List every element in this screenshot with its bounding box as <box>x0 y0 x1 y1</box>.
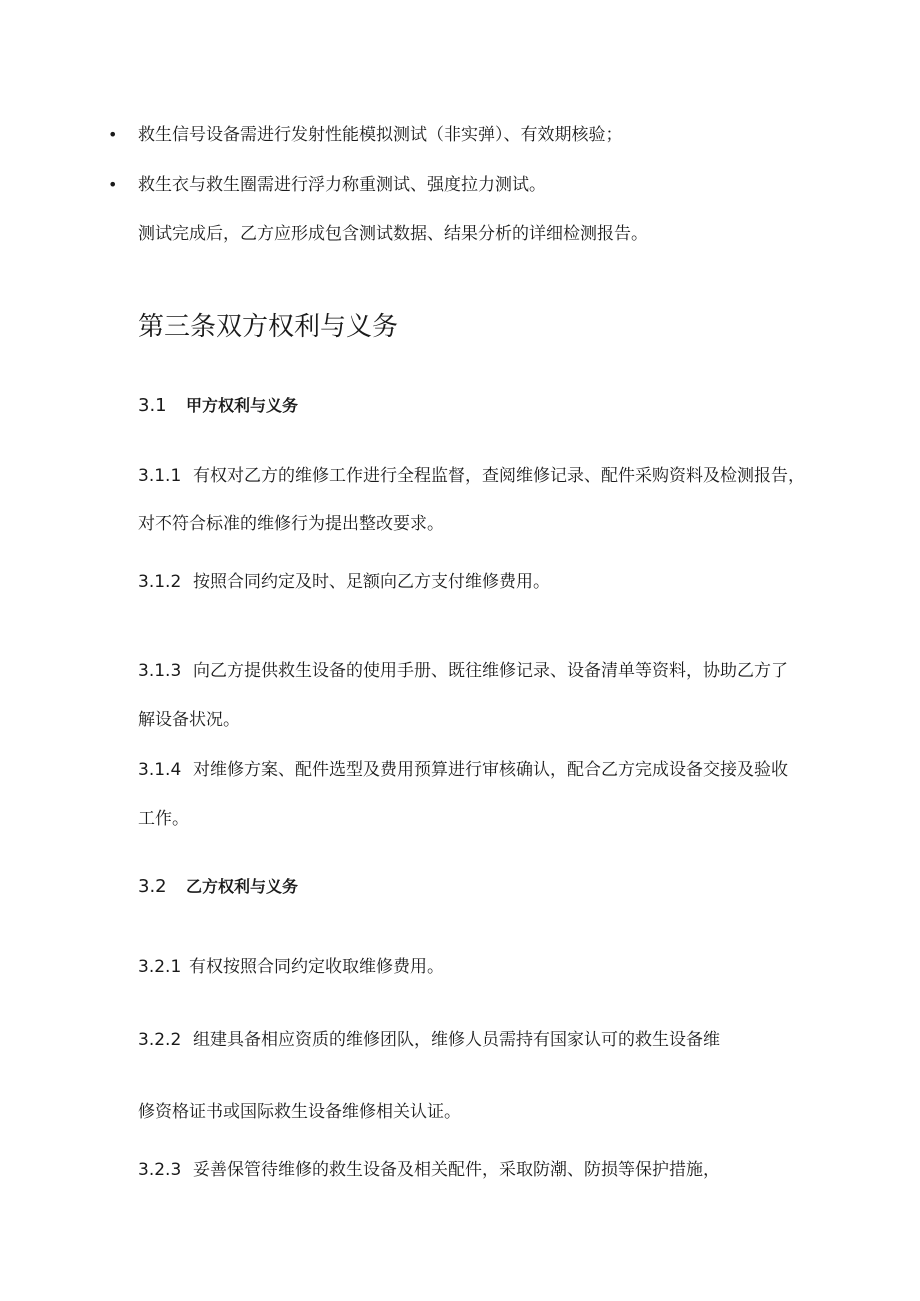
bullet-followup-text: 测试完成后，乙方应形成包含测试数据、结果分析的详细检测报告。 <box>138 224 648 244</box>
article-heading: 第三条双方权利与义务 <box>138 312 399 342</box>
clause-line <box>138 571 550 593</box>
clause-continuation: 解设备状况。 <box>138 710 240 730</box>
clause-continuation: 对不符合标准的维修行为提出整改要求。 <box>138 514 444 534</box>
clause-number: 3.2.1 <box>138 957 182 977</box>
bullet-marker: • <box>108 175 118 194</box>
clause-line <box>138 660 788 682</box>
clause-number: 3.1.3 <box>138 661 182 681</box>
clause-number: 3.2.2 <box>138 1030 182 1050</box>
bullet-item: 救生信号设备需进行发射性能模拟测试（非实弹）、有效期核验； <box>138 125 623 145</box>
clause-number: 3.1.4 <box>138 760 182 780</box>
section-title: 甲方权利与义务 <box>186 396 299 415</box>
clause-line <box>138 956 444 978</box>
clause-number: 3.2.3 <box>138 1160 182 1180</box>
clause-line <box>138 465 805 487</box>
bullet-marker: • <box>108 125 118 144</box>
section-number: 3.2 <box>138 876 167 897</box>
clause-text: 有权按照合同约定收取维修费用。 <box>189 957 444 977</box>
section-heading <box>138 875 298 899</box>
clause-text: 向乙方提供救生设备的使用手册、既往维修记录、设备清单等资料，协助乙方了 <box>193 661 788 681</box>
bullet-item: 救生衣与救生圈需进行浮力称重测试、强度拉力测试。 <box>138 175 546 195</box>
clause-text: 按照合同约定及时、足额向乙方支付维修费用。 <box>193 572 550 592</box>
section-number: 3.1 <box>138 395 167 416</box>
clause-text: 妥善保管待维修的救生设备及相关配件，采取防潮、防损等保护措施， <box>193 1160 720 1180</box>
clause-line <box>138 1029 720 1051</box>
clause-line <box>138 759 788 781</box>
clause-number: 3.1.1 <box>138 466 182 486</box>
section-title: 乙方权利与义务 <box>186 877 299 896</box>
clause-line <box>138 1159 720 1181</box>
section-heading <box>138 394 298 418</box>
clause-text: 组建具备相应资质的维修团队，维修人员需持有国家认可的救生设备维 <box>193 1030 720 1050</box>
clause-continuation: 工作。 <box>138 809 189 829</box>
clause-text: 有权对乙方的维修工作进行全程监督，查阅维修记录、配件采购资料及检测报告， <box>193 466 805 486</box>
clause-text: 对维修方案、配件选型及费用预算进行审核确认，配合乙方完成设备交接及验收 <box>193 760 788 780</box>
clause-continuation: 修资格证书或国际救生设备维修相关认证。 <box>138 1102 461 1122</box>
clause-number: 3.1.2 <box>138 572 182 592</box>
